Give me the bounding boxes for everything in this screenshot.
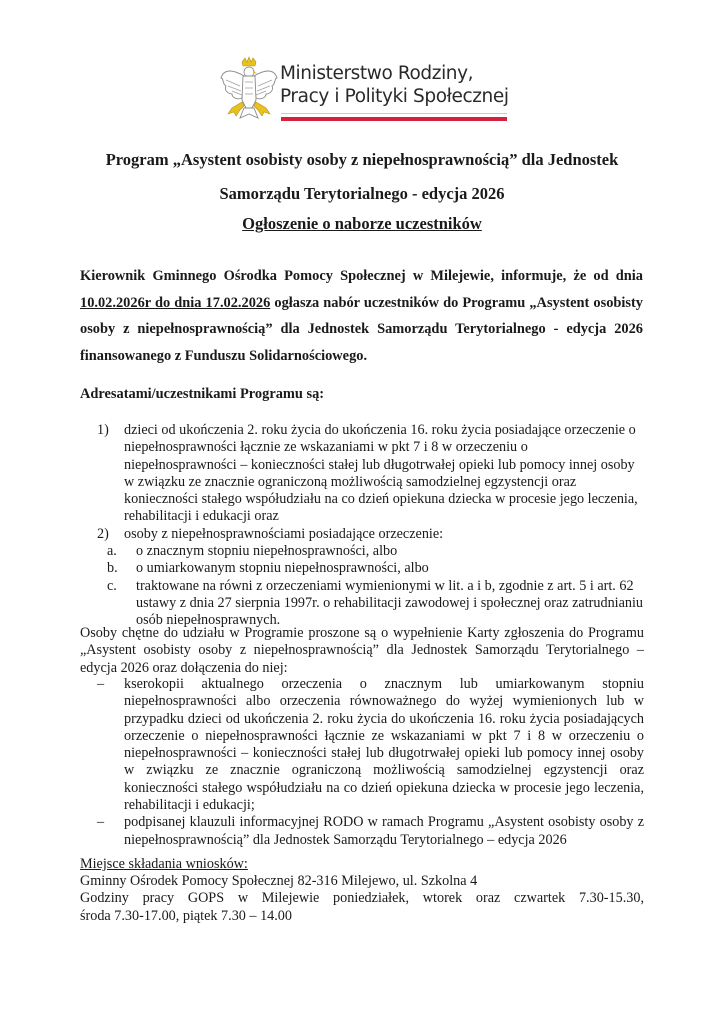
recruitment-date-range: 10.02.2026r do dnia 17.02.2026 — [80, 294, 271, 311]
title-line1: Program „Asystent osobisty osoby z niepełnosprawnością” dla Jednostek — [105, 150, 619, 169]
submission-place-label: Miejsce składania wniosków: — [80, 856, 248, 872]
logo-divider-grey — [281, 113, 507, 114]
addressees-heading: Adresatami/uczestnikami Programu są: — [80, 386, 325, 402]
sublist — [97, 543, 644, 629]
attachments-list — [97, 676, 644, 849]
sublist-item-text: o znacznym stopniu niepełnosprawności, albo — [136, 543, 398, 560]
sublist-item-text: traktowane na równi z orzeczeniami wymienionymi w lit. a i b, zgodnie z art. 5 i art. 62 ustawy z dnia 27 sierpnia 1997r. o rehabilitacji zawodowej i społecznej oraz zatrudnianiu osób niepełnosprawnych. — [136, 577, 644, 629]
list-item-text: osoby z niepełnosprawnościami posiadające orzeczenie: — [124, 525, 444, 542]
list-item-text: dzieci od ukończenia 2. roku życia do ukończenia 16. roku życia posiadające orzeczenie o niepełnosprawności łącznie ze wskazaniami w pkt 7 i 8 w orzeczeniu o niepełnosprawności – konieczności stałej lub długotrwałej opieki lub pomocy innej osoby w związku ze znacznie ograniczoną możliwością samodzielnej egzystencji oraz konieczności stałego współudziału na co dzień opiekuna dziecka w procesie jego leczenia, rehabilitacji i edukacji oraz — [124, 422, 638, 525]
ministry-name-line2: Pracy i Polityki Społecznej — [280, 86, 509, 107]
intro-part2: ogłasza nabór uczestników do Programu „Asystent osobisty osoby z niepełnosprawnością” dla Jednostek Samorządu Terytorialnego - edycja 2026 finansowanego z Funduszu Solidarnościowego. — [80, 294, 643, 364]
title-line2: Samorządu Terytorialnego - edycja 2026 — [219, 184, 505, 203]
document-title — [60, 143, 664, 211]
addressees-list — [97, 422, 644, 630]
sublist-item-letter: b. — [107, 560, 118, 577]
document-subtitle: Ogłoszenie o naborze uczestników — [242, 214, 482, 233]
sublist-item-text: o umiarkowanym stopniu niepełnosprawności, albo — [136, 560, 429, 577]
attachment-item — [97, 676, 644, 814]
list-item-number: 1) — [97, 422, 109, 438]
dash-bullet: – — [97, 814, 105, 831]
list-item — [97, 526, 644, 543]
office-hours-line1: Godziny pracy GOPS w Milejewie poniedziałek, wtorek oraz czwartek 7.30-15.30, — [80, 890, 644, 907]
office-hours-line2: środa 7.30-17.00, piątek 7.30 – 14.00 — [80, 907, 292, 924]
attachment-text: podpisanej klauzuli informacyjnej RODO w ramach Programu „Asystent osobisty osoby z niepełnosprawnością” dla Jednostek Samorządu Terytorialnego – edycja 2026 — [124, 814, 644, 848]
ministry-logo — [218, 56, 518, 131]
intro-part1: Kierownik Gminnego Ośrodka Pomocy Społecznej w Milejewie, informuje, że od dnia — [80, 268, 643, 284]
polish-eagle-emblem-icon — [218, 56, 280, 128]
logo-divider-red — [281, 117, 507, 121]
dash-bullet: – — [97, 676, 105, 692]
list-item — [97, 422, 644, 526]
ministry-name — [280, 62, 509, 108]
attachment-text: kserokopii aktualnego orzeczenia o znacznym lub umiarkowanym stopniu niepełnosprawności albo orzeczenia równoważnego do wyżej wymienionych lub w przypadku dzieci od ukończenia 2. roku życia do ukończenia 16. roku życia posiadających orzeczenie o niepełnosprawności łącznie ze wskazaniami w pkt 7 i 8 w orzeczeniu o niepełnosprawności – konieczności stałej lub długotrwałej opieki lub pomocy innej osoby w związku ze znacznie ograniczoną możliwością samodzielnej egzystencji oraz konieczności stałego współudziału na co dzień opiekuna dziecka w procesie jego leczenia, rehabilitacji i edukacji; — [124, 676, 644, 814]
sublist-item-letter: c. — [107, 577, 117, 594]
office-address: Gminny Ośrodek Pomocy Społecznej 82-316 Milejewo, ul. Szkolna 4 — [80, 873, 478, 889]
attachment-item — [97, 814, 644, 849]
sublist-item — [107, 543, 644, 560]
intro-paragraph — [80, 263, 643, 369]
list-item-number: 2) — [97, 525, 109, 542]
sublist-item — [107, 578, 644, 630]
sublist-item — [107, 560, 644, 577]
sublist-item-letter: a. — [107, 543, 117, 560]
submission-place-details — [80, 873, 644, 925]
ministry-name-line1: Ministerstwo Rodziny, — [280, 63, 474, 84]
application-paragraph: Osoby chętne do udziału w Programie proszone są o wypełnienie Karty zgłoszenia do Programu „Asystent osobisty osoby z niepełnosprawnością” dla Jednostek Samorządu Terytorialnego – edycja 2026 oraz dołączenia do niej: — [80, 625, 644, 676]
